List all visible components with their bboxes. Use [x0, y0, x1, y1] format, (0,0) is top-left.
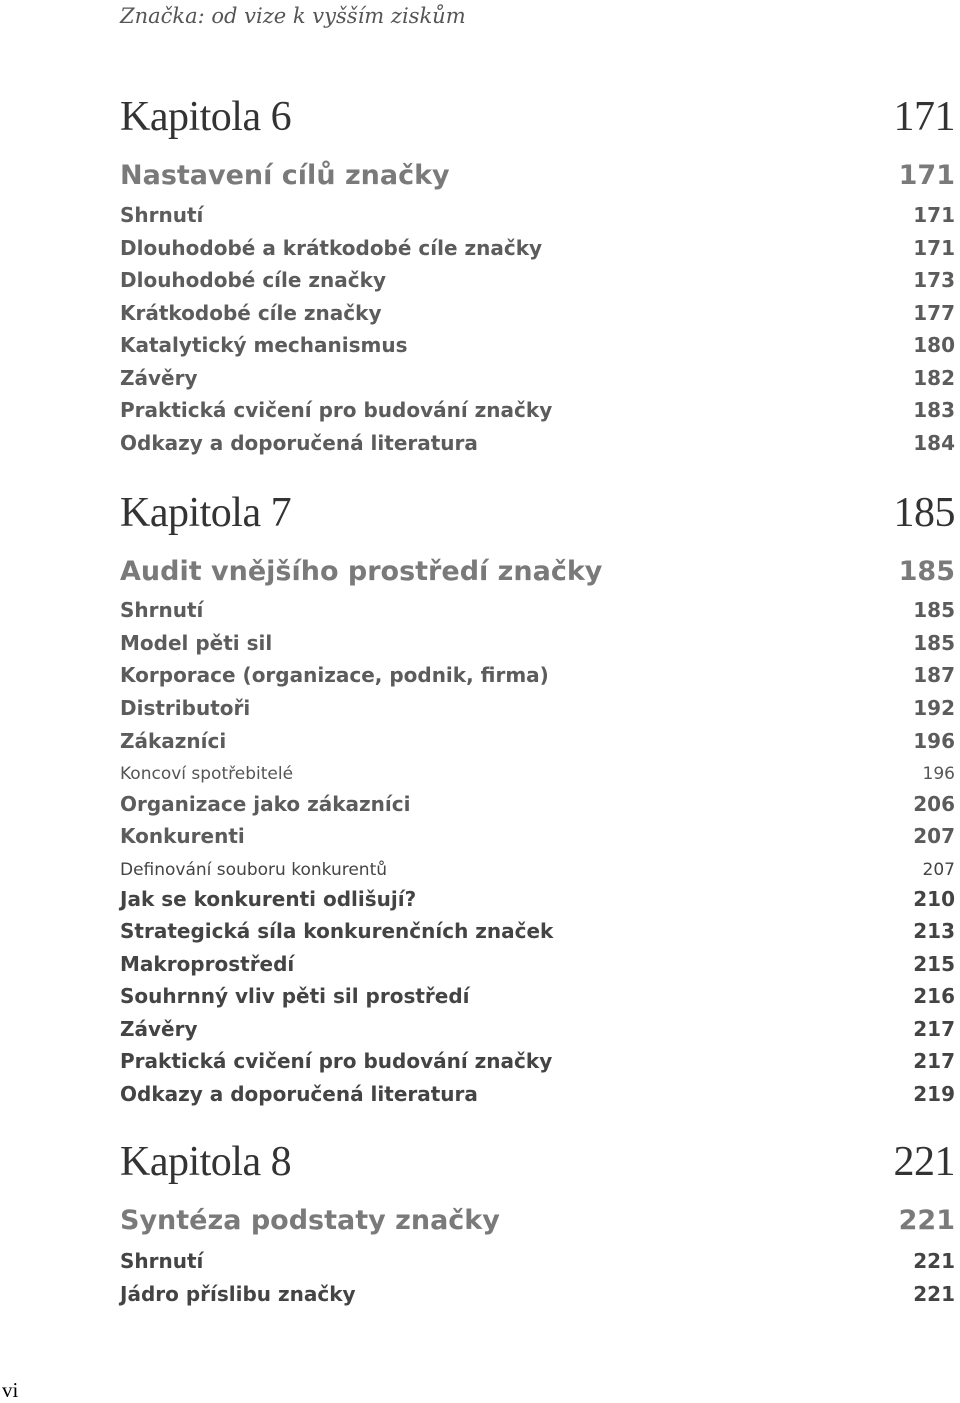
entry-title: Jádro příslibu značky: [120, 1282, 356, 1306]
toc-entry[interactable]: [120, 919, 955, 943]
entry-title: Organizace jako zákazníci: [120, 792, 411, 816]
entry-page: 185: [913, 598, 955, 622]
section-page: 221: [898, 1205, 955, 1236]
section-heading[interactable]: [120, 160, 955, 191]
toc-entry[interactable]: [120, 1017, 955, 1041]
entry-title: Souhrnný vliv pěti sil prostředí: [120, 984, 470, 1008]
entry-page: 196: [913, 729, 955, 753]
entry-page: 210: [913, 887, 955, 911]
entry-title: Distributoři: [120, 696, 251, 720]
section-title: Audit vnějšího prostředí značky: [120, 556, 603, 587]
entry-title: Dlouhodobé cíle značky: [120, 268, 386, 292]
entry-title: Závěry: [120, 1017, 198, 1041]
entry-title: Definování souboru konkurentů: [120, 860, 388, 880]
entry-title: Strategická síla konkurenčních značek: [120, 919, 554, 943]
entry-title: Jak se konkurenti odlišují?: [120, 887, 417, 911]
toc-entry[interactable]: [120, 696, 955, 720]
entry-title: Odkazy a doporučená literatura: [120, 431, 478, 455]
toc-entry[interactable]: [120, 887, 955, 911]
toc-entry[interactable]: [120, 984, 955, 1008]
page-number: vi: [2, 1378, 19, 1402]
entry-title: Korporace (organizace, podnik, firma): [120, 663, 549, 687]
entry-page: 177: [913, 301, 955, 325]
entry-title: Koncoví spotřebitelé: [120, 764, 294, 784]
entry-page: 221: [913, 1282, 955, 1306]
toc-entry[interactable]: [120, 631, 955, 655]
toc-entry[interactable]: [120, 1249, 955, 1273]
entry-title: Dlouhodobé a krátkodobé cíle značky: [120, 236, 543, 260]
running-header: Značka: od vize k vyšším ziskům: [120, 4, 466, 28]
toc-entry[interactable]: [120, 366, 955, 390]
toc-subentry[interactable]: [120, 860, 955, 880]
section-title: Nastavení cílů značky: [120, 160, 450, 191]
entry-title: Zákazníci: [120, 729, 227, 753]
chapter-title: Kapitola 7: [120, 490, 292, 536]
entry-page: 213: [913, 919, 955, 943]
toc-entry[interactable]: [120, 333, 955, 357]
entry-page: 185: [913, 631, 955, 655]
entry-title: Katalytický mechanismus: [120, 333, 408, 357]
section-page: 171: [898, 160, 955, 191]
entry-title: Model pěti sil: [120, 631, 273, 655]
entry-page: 180: [913, 333, 955, 357]
entry-page: 217: [913, 1017, 955, 1041]
toc-entry[interactable]: [120, 431, 955, 455]
entry-title: Makroprostředí: [120, 952, 295, 976]
chapter-page: 185: [893, 490, 955, 536]
toc-subentry[interactable]: [120, 764, 955, 784]
entry-page: 183: [913, 398, 955, 422]
entry-title: Krátkodobé cíle značky: [120, 301, 382, 325]
section-title: Syntéza podstaty značky: [120, 1205, 500, 1236]
toc-entry[interactable]: [120, 952, 955, 976]
entry-page: 215: [913, 952, 955, 976]
toc-entry[interactable]: [120, 301, 955, 325]
chapter-heading[interactable]: [120, 93, 955, 141]
entry-page: 221: [913, 1249, 955, 1273]
toc-entry[interactable]: [120, 824, 955, 848]
toc-entry[interactable]: [120, 729, 955, 753]
chapter-page: 221: [893, 1139, 955, 1185]
chapter-heading[interactable]: [120, 489, 955, 537]
entry-title: Závěry: [120, 366, 198, 390]
toc-entry[interactable]: [120, 268, 955, 292]
entry-page: 171: [913, 203, 955, 227]
entry-page: 171: [913, 236, 955, 260]
entry-title: Shrnutí: [120, 203, 204, 227]
toc-entry[interactable]: [120, 1082, 955, 1106]
entry-page: 216: [913, 984, 955, 1008]
toc-entry[interactable]: [120, 203, 955, 227]
entry-page: 207: [922, 860, 955, 880]
toc-entry[interactable]: [120, 398, 955, 422]
toc-entry[interactable]: [120, 792, 955, 816]
entry-page: 217: [913, 1049, 955, 1073]
chapter-heading[interactable]: [120, 1138, 955, 1186]
chapter-page: 171: [893, 94, 955, 140]
entry-page: 182: [913, 366, 955, 390]
section-page: 185: [898, 556, 955, 587]
entry-page: 184: [913, 431, 955, 455]
toc-entry[interactable]: [120, 663, 955, 687]
entry-page: 219: [913, 1082, 955, 1106]
section-heading[interactable]: [120, 556, 955, 587]
toc-entry[interactable]: [120, 236, 955, 260]
entry-page: 192: [913, 696, 955, 720]
entry-title: Konkurenti: [120, 824, 245, 848]
entry-page: 173: [913, 268, 955, 292]
toc-entry[interactable]: [120, 1049, 955, 1073]
entry-page: 187: [913, 663, 955, 687]
entry-title: Odkazy a doporučená literatura: [120, 1082, 478, 1106]
entry-title: Shrnutí: [120, 598, 204, 622]
entry-page: 196: [922, 764, 955, 784]
toc-entry[interactable]: [120, 1282, 955, 1306]
entry-title: Praktická cvičení pro budování značky: [120, 1049, 553, 1073]
chapter-title: Kapitola 6: [120, 94, 292, 140]
section-heading[interactable]: [120, 1205, 955, 1236]
entry-title: Shrnutí: [120, 1249, 204, 1273]
toc-entry[interactable]: [120, 598, 955, 622]
chapter-title: Kapitola 8: [120, 1139, 292, 1185]
entry-page: 207: [913, 824, 955, 848]
entry-title: Praktická cvičení pro budování značky: [120, 398, 553, 422]
entry-page: 206: [913, 792, 955, 816]
